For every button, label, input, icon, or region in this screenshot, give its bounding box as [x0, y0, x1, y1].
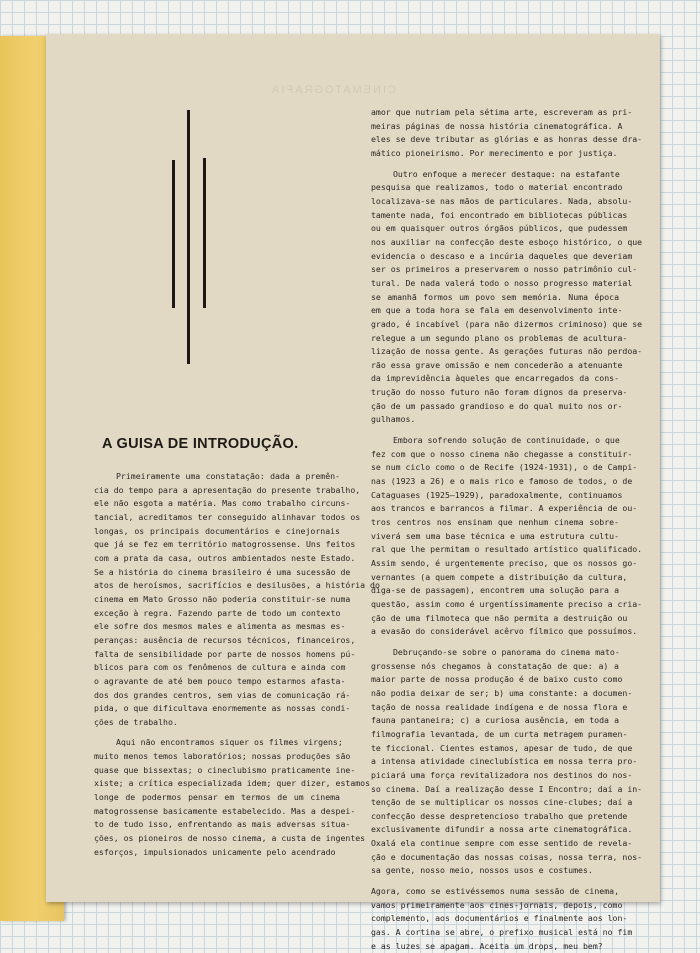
- text-line: aos trancos e barrancos a filmar. A experiência de ou-: [371, 503, 638, 514]
- text-line: em que a toda hora se fala em desenvolvimento inte-: [371, 305, 623, 316]
- text-line: pesquisa que realizamos, todo o material encontrado: [371, 182, 623, 193]
- text-line: fauna pantaneira; c) a curiosa ausência, em toda a: [371, 715, 619, 726]
- text-line: complemento, aos documentários e finalmente aos lon-: [371, 913, 628, 924]
- text-line: longe de podermos pensar em termos de um cinema: [94, 792, 340, 803]
- text-line: tenção de se multiplicar os nossos cine-clubes; daí a: [371, 797, 633, 808]
- text-line: so cinema. Daí a realização desse I Encontro; daí a in-: [371, 783, 643, 794]
- paragraph: [94, 736, 371, 859]
- text-line: Aqui não encontramos siquer os filmes virgens;: [116, 737, 343, 748]
- text-line: relegue a um segundo plano os problemas de acultura-: [371, 332, 628, 343]
- text-line: piciará uma força revitalizadora nos destinos do nos-: [371, 769, 633, 780]
- paragraph: [371, 168, 643, 427]
- text-line: cinema em Mato Grosso não poderia constituir-se numa: [94, 593, 351, 604]
- text-line: a evasão do considerável acêrvo fílmico que possuímos.: [371, 626, 638, 637]
- text-line: Oxalá ela continue sempre com esse sentido de revela-: [371, 838, 633, 849]
- paragraph: [371, 885, 633, 953]
- text-line: esforços, impulsionados unicamente pelo acendrado: [94, 846, 336, 857]
- text-line: amor que nutriam pela sétima arte, escreveram as pri-: [371, 107, 633, 117]
- text-line: gulhamos.: [371, 414, 416, 425]
- vertical-line: [203, 158, 206, 308]
- text-line: pida, o que dificultava enormemente as nossas condi-: [94, 703, 351, 714]
- text-line: tação de nossa realidade indígena e de nossa flora e: [371, 701, 628, 712]
- text-line: questão, assim como é urgentíssimamente preciso a cria-: [371, 598, 643, 609]
- text-line: exceção à regra. Fazendo parte de todo um contexto: [94, 607, 341, 618]
- text-line: falta de sensibilidade por parte de nossos homens pú-: [94, 648, 356, 659]
- text-line: ser os primeiros a preservarem o nosso patrimônio cul-: [371, 264, 638, 275]
- text-line: ral que lhe permitam o resultado artístico qualificado.: [371, 544, 643, 555]
- text-line: fez com que o nosso cinema não chegasse a constituir-: [371, 448, 633, 459]
- decorative-vertical-lines: [172, 110, 212, 364]
- text-line: ção e documentação das nossas coisas, nossa terra, nos-: [371, 851, 643, 862]
- text-line: lização de nossa gente. As gerações futuras não perdoa-: [371, 346, 643, 357]
- show-through-text: CINEMATOGRAFIA: [270, 84, 396, 96]
- text-line: viverá sem uma base técnica e uma estrutura cultu-: [371, 530, 619, 541]
- text-line: grossense nós chegamos à constatação de que: a) a: [371, 660, 619, 671]
- document-page: [46, 34, 660, 951]
- text-line: Cataguases (1925—1929), paradoxalmente, continuamos: [371, 489, 623, 500]
- paragraph: [94, 470, 380, 729]
- text-line: atos de heroísmos, sacrifícios e desilusões, a história do: [94, 580, 380, 591]
- text-line: Embora sofrendo solução de continuidade, o que: [393, 435, 620, 446]
- text-line: mático pioneirismo. Por merecimento e por justiça.: [371, 147, 618, 158]
- vertical-line: [187, 110, 190, 364]
- paragraph: [371, 646, 643, 878]
- text-line: Outro enfoque a merecer destaque: na estafante: [393, 168, 620, 179]
- text-line: rão essa grave omissão e nem concederão a atenuante: [371, 359, 623, 370]
- vertical-line: [172, 160, 175, 308]
- text-line: tancial, acreditamos ter conseguido alinhavar todos os: [94, 511, 361, 522]
- text-line: evidencia o descaso e a incúria daqueles que deveriam: [371, 250, 633, 261]
- text-line: ele não esgota a matéria. Mas como trabalho circuns-: [94, 498, 351, 509]
- text-line: com a prata da casa, outros ambientados neste Estado.: [94, 552, 356, 563]
- text-line: e as luzes se apagam. Aceita um drops, meu bem?: [371, 940, 603, 951]
- section-heading: A GUISA DE INTRODUÇÃO.: [102, 436, 299, 452]
- text-line: muito menos temos laboratórios; nossas produções são: [94, 751, 351, 762]
- text-line: blicos para com os fenômenos de cultura e ainda com: [94, 662, 346, 673]
- text-line: nos auxiliar na confecção deste esboço histórico, o que: [371, 236, 643, 247]
- text-line: exclusivamente difundir a nossa arte cinematográfica.: [371, 824, 633, 835]
- text-line: dos dos grandes centros, sem vias de comunicação rá-: [94, 689, 351, 700]
- text-line: Agora, como se estivéssemos numa sessão de cinema,: [371, 886, 619, 897]
- text-line: se amanhã formos um povo sem memória. Numa época: [371, 291, 619, 302]
- text-line: tros centros nos ensinam que nenhum cinema sobre-: [371, 517, 619, 528]
- text-line: grado, é incabível (para não dizermos criminoso) que se: [371, 318, 643, 329]
- text-line: ele sofre dos mesmos males e alimenta as mesmas es-: [94, 621, 346, 632]
- text-line: cia do tempo para a apresentação do presente trabalho,: [94, 484, 361, 495]
- text-line: longas, os principais documentários e cinejornais: [94, 525, 340, 536]
- left-text-column: [94, 470, 380, 859]
- text-line: diga-se de passagem), encontrem uma solução para a: [371, 585, 619, 596]
- text-line: filmografia levantada, de um curta metragem puramen-: [371, 728, 628, 739]
- text-line: to de tudo isso, enfrentando as mais adversas situa-: [94, 819, 351, 830]
- text-line: ção de uma filmoteca que não permita a destruição ou: [371, 612, 628, 623]
- text-line: maior parte de nossa produção é de baixo custo como: [371, 674, 623, 685]
- text-line: eles se deve tributar as glórias e as honras desse dra-: [371, 134, 643, 145]
- text-line: a intensa atividade cineclubística em nossa terra pro-: [371, 756, 638, 767]
- text-line: vernantes (a quem compete a distribuição da cultura,: [371, 571, 628, 582]
- text-line: te ficcional. Cientes estamos, apesar de tudo, de que: [371, 742, 633, 753]
- text-line: meiras páginas de nossa história cinematográfica. A: [371, 120, 623, 131]
- text-line: Debruçando-se sobre o panorama do cinema mato-: [393, 646, 620, 657]
- text-line: se num ciclo como o de Recife (1924-1931), o de Campi-: [371, 462, 638, 473]
- text-line: o agravante de até bem pouco tempo estarmos afasta-: [94, 675, 346, 686]
- text-line: matogrossense basicamente estabelecido. Mas a despei-: [94, 805, 356, 816]
- text-line: xiste; a crítica especializada idem; quer dizer, estamos: [94, 778, 371, 789]
- text-line: vamos primeiramente aos cines-jornais, depois, como: [371, 899, 623, 910]
- text-line: peranças: ausência de recursos técnicos, financeiros,: [94, 634, 356, 645]
- text-line: nas (1923 a 26) e o mais rico e famoso de todos, o de: [371, 476, 633, 487]
- text-line: quase que bissextas; o cineclubismo praticamente ine-: [94, 764, 356, 775]
- text-line: tamente nada, foi encontrado em bibliotecas públicas: [371, 209, 628, 220]
- text-line: da imprevidência àqueles que encarregados da cons-: [371, 373, 619, 384]
- paragraph: [371, 106, 643, 161]
- right-text-column: [371, 106, 643, 953]
- text-line: gas. A cortina se abre, o prefixo musical está no fim: [371, 927, 633, 938]
- text-line: ções de trabalho.: [94, 716, 178, 727]
- text-line: trução do nosso futuro não foram dignos da preserva-: [371, 387, 628, 398]
- text-line: tural. De nada valerá todo o nosso progresso material: [371, 277, 633, 288]
- text-line: sa gente, nosso meio, nossos usos e costumes.: [371, 865, 593, 876]
- text-line: Se a história do cinema brasileiro é uma sucessão de: [94, 566, 351, 577]
- text-line: ção de um passado grandioso e do qual muito nos or-: [371, 400, 623, 411]
- text-line: ou em quaisquer outros órgãos públicos, que pudessem: [371, 223, 628, 234]
- paragraph: [371, 434, 643, 639]
- text-line: que já se fez em território matogrossense. Uns feitos: [94, 539, 356, 550]
- text-line: Assim sendo, é urgentemente preciso, que os nossos go-: [371, 558, 638, 568]
- text-line: ções, os pioneiros de nosso cinema, a custa de ingentes: [94, 833, 366, 844]
- text-line: Primeiramente uma constatação: dada a premên-: [116, 471, 340, 481]
- text-line: confecção desse despretencioso trabalho que pretende: [371, 810, 628, 821]
- text-line: não podia deixar de ser; b) uma constante: a documen-: [371, 687, 633, 698]
- text-line: localizava-se nas mãos de particulares. Nada, absolu-: [371, 195, 633, 206]
